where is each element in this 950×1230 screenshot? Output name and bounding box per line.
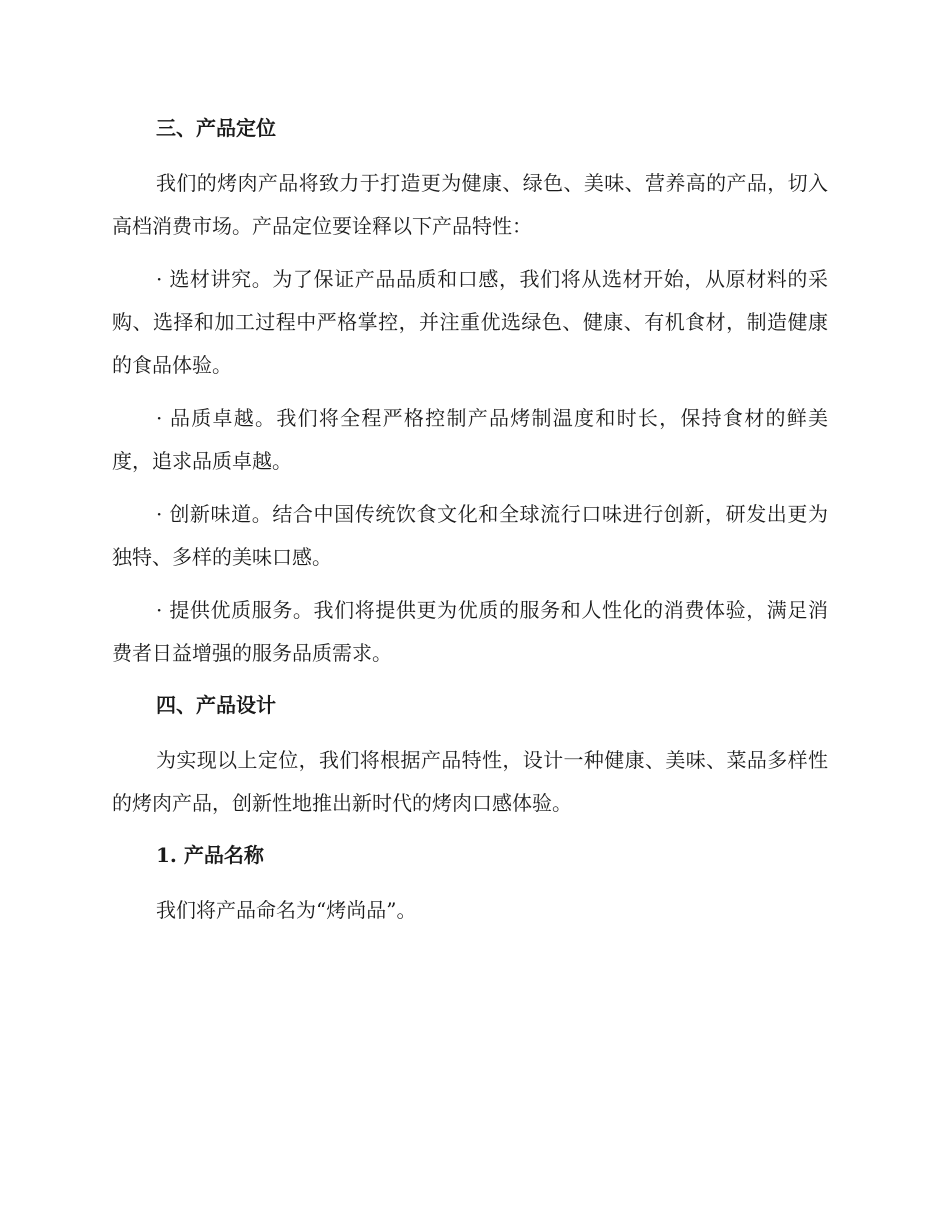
bullet-material-selection: · 选材讲究。为了保证产品品质和口感，我们将从选材开始，从原材料的采购、选择和加工过程中严格掌控，并注重优选绿色、健康、有机食材，制造健康的食品体验。 — [112, 267, 828, 377]
subsection-heading-product-name: 1. 产品名称 — [156, 843, 264, 867]
document-page — [112, 108, 828, 942]
design-intro-paragraph: 为实现以上定位，我们将根据产品特性，设计一种健康、美味、菜品多样性的烤肉产品，创新性地推出新时代的烤肉口感体验。 — [112, 748, 828, 815]
bullet-quality-service: · 提供优质服务。我们将提供更为优质的服务和人性化的消费体验，满足消费者日益增强的服务品质需求。 — [112, 598, 828, 665]
section-heading-design: 四、产品设计 — [156, 693, 276, 717]
bullet-innovative-flavor: · 创新味道。结合中国传统饮食文化和全球流行口味进行创新，研发出更为独特、多样的美味口感。 — [112, 502, 828, 569]
positioning-intro-paragraph: 我们的烤肉产品将致力于打造更为健康、绿色、美味、营养高的产品，切入高档消费市场。产品定位要诠释以下产品特性： — [112, 171, 828, 238]
bullet-quality: · 品质卓越。我们将全程严格控制产品烤制温度和时长，保持食材的鲜美度，追求品质卓越。 — [112, 406, 828, 473]
product-name-paragraph: 我们将产品命名为“烤尚品”。 — [156, 898, 417, 922]
section-heading-positioning: 三、产品定位 — [156, 116, 276, 140]
